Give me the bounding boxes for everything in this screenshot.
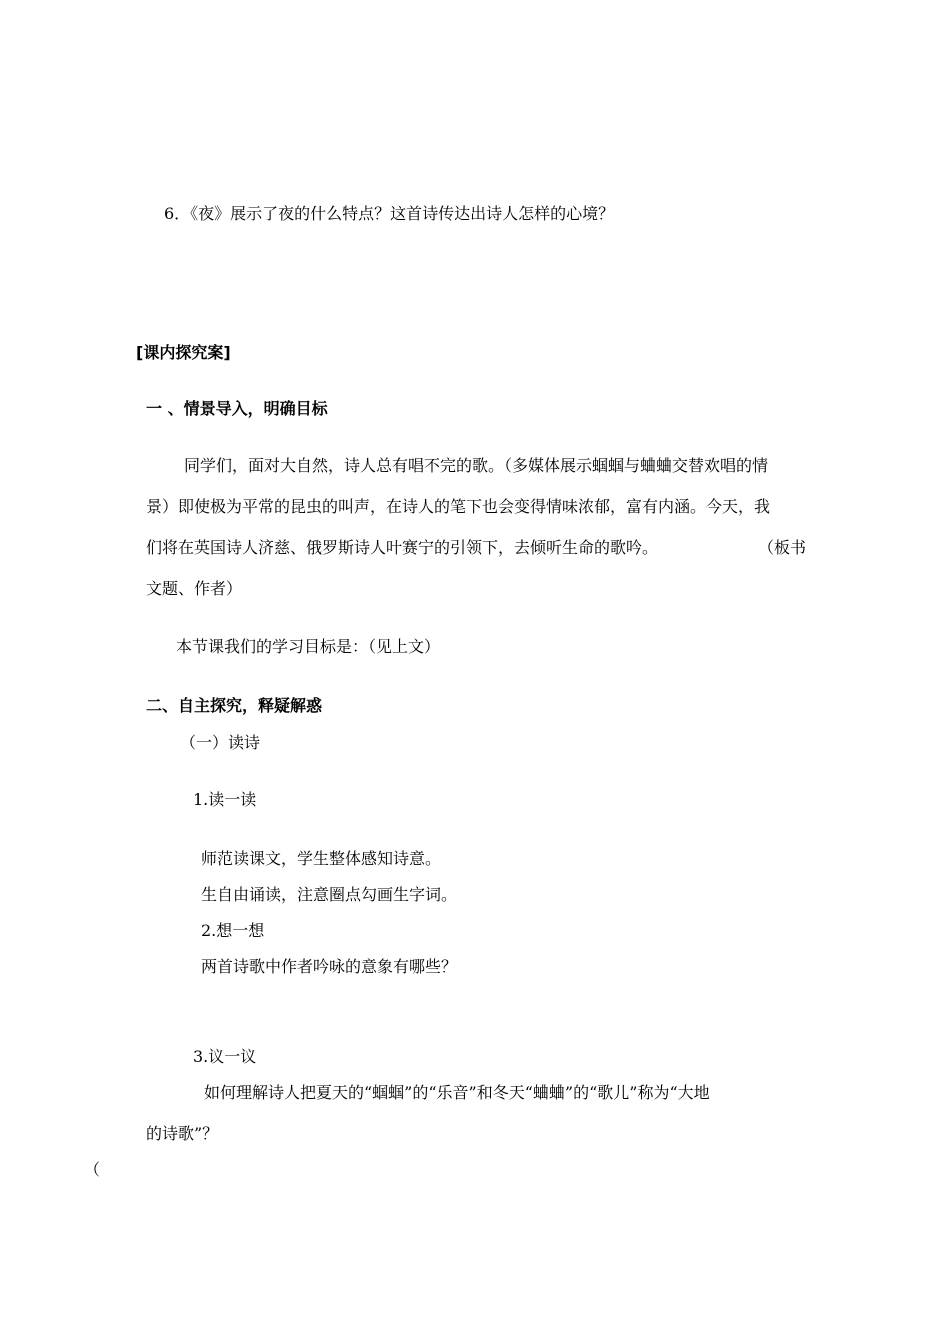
intro-line-3-note: （板书 — [758, 538, 807, 557]
item2-title: 2.想一想 — [201, 921, 265, 940]
item1-line-2: 生自由诵读，注意圈点勾画生字词。 — [201, 885, 458, 904]
intro-line-2: 景）即使极为平常的昆虫的叫声，在诗人的笔下也会变得情味浓郁，富有内涵。今天，我 — [146, 497, 771, 516]
item3-title: 3.议一议 — [193, 1047, 257, 1066]
intro-line-3: 们将在英国诗人济慈、俄罗斯诗人叶赛宁的引领下，去倾听生命的歌吟。 — [146, 538, 659, 557]
item1-title: 1.读一读 — [193, 790, 257, 809]
part1-heading: 一 、情景导入，明确目标 — [146, 399, 328, 418]
item3-line-2: 的诗歌”？ — [146, 1124, 219, 1143]
item2-line-1: 两首诗歌中作者吟咏的意象有哪些？ — [201, 957, 458, 976]
learning-goal: 本节课我们的学习目标是：（见上文） — [176, 637, 441, 656]
stray-parenthesis: （ — [84, 1160, 101, 1179]
part2-heading: 二、自主探究，释疑解惑 — [146, 696, 323, 715]
sub-heading-read-poem: （一）读诗 — [180, 733, 261, 752]
question-6: 6．《夜》展示了夜的什么特点？这首诗传达出诗人怎样的心境？ — [164, 204, 615, 223]
item1-line-1: 师范读课文，学生整体感知诗意。 — [201, 849, 442, 868]
intro-line-1: 同学们，面对大自然，诗人总有唱不完的歌。（多媒体展示蝈蝈与蛐蛐交替欢唱的情 — [184, 456, 769, 475]
section-title: [课内探究案] — [136, 343, 231, 362]
item3-line-1: 如何理解诗人把夏天的“蝈蝈”的“乐音”和冬天“蛐蛐”的“歌儿”称为“大地 — [204, 1083, 710, 1102]
intro-line-4: 文题、作者） — [146, 579, 243, 598]
